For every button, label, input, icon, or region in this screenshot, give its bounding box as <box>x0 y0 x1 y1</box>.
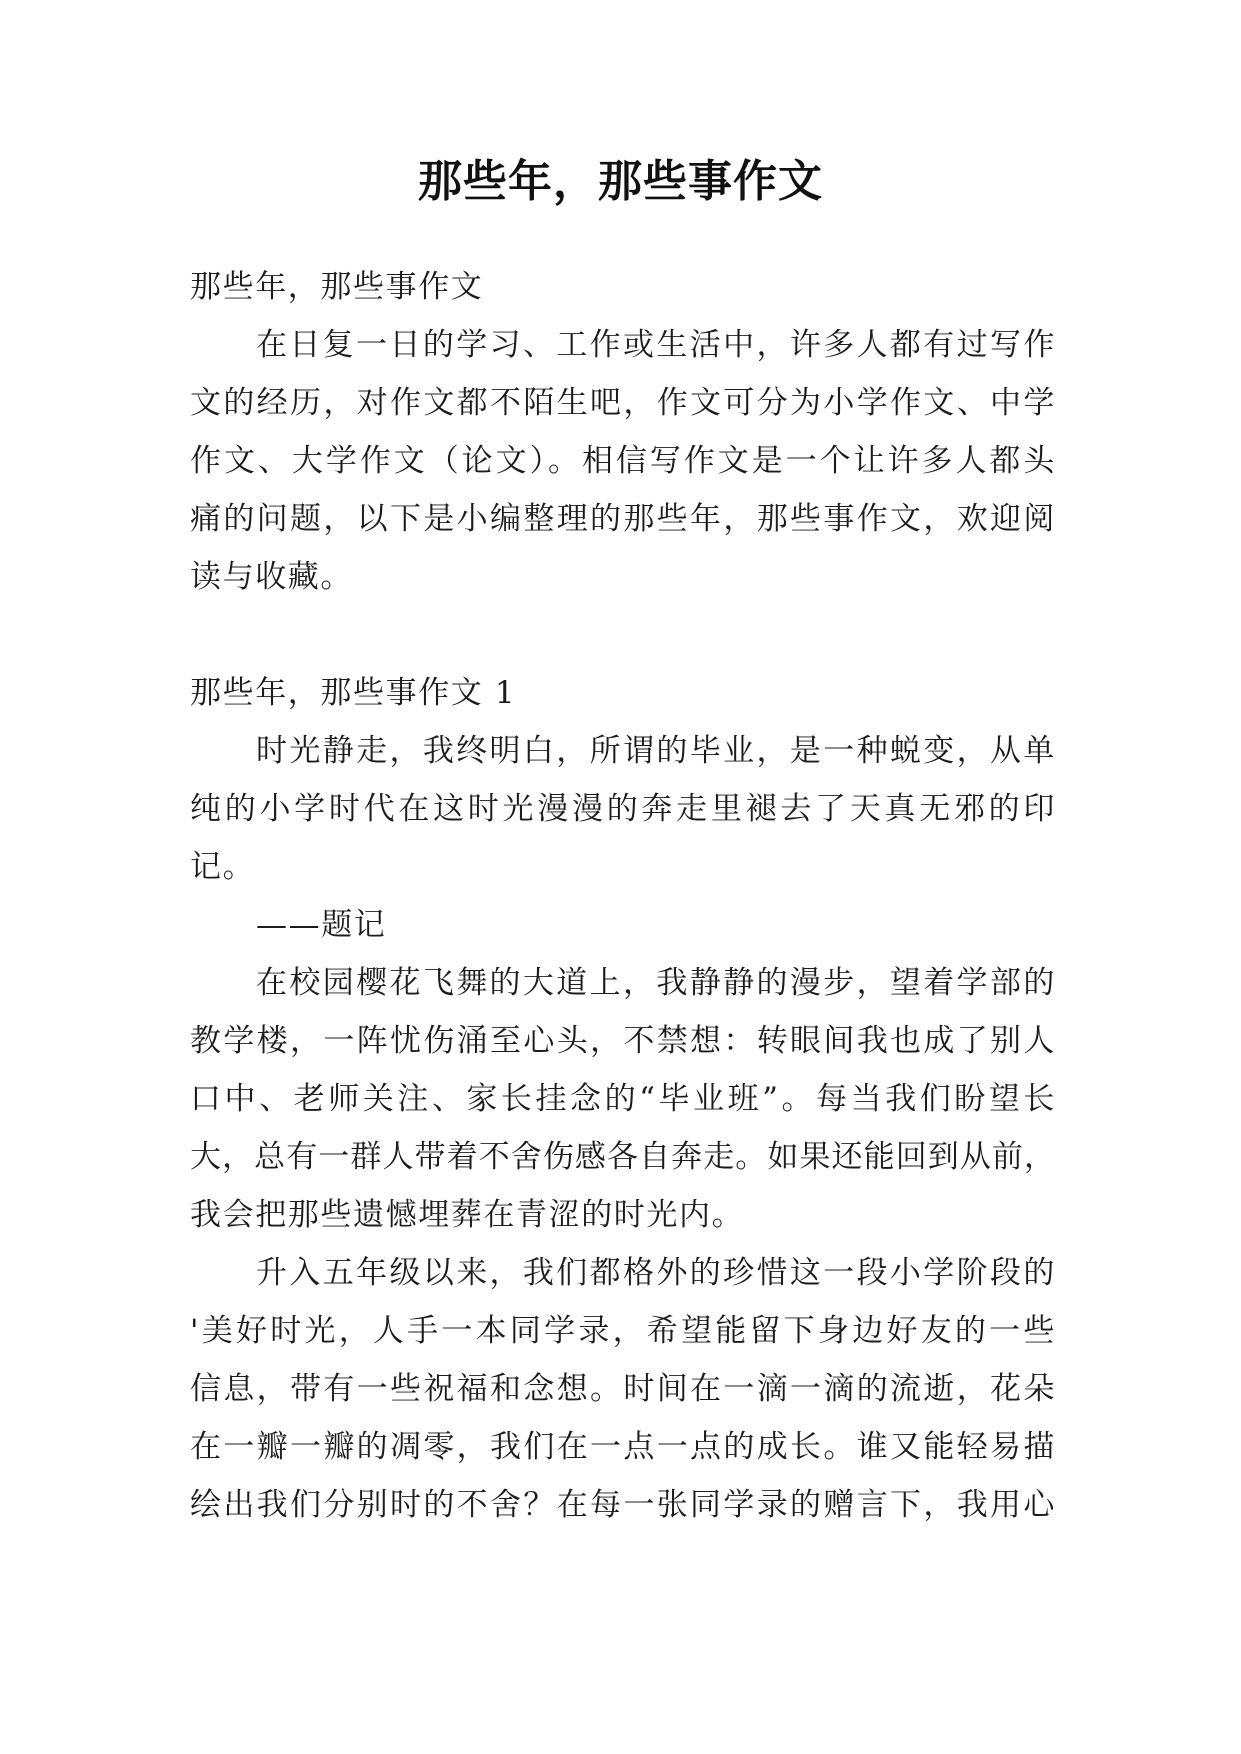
paragraph-line: 口中、老师关注、家长挂念的“毕业班”。每当我们盼望长 <box>190 1081 1056 1117</box>
paragraph-line: 在一瓣一瓣的凋零，我们在一点一点的成长。谁又能轻易描 <box>190 1429 1056 1465</box>
paragraph-line: 教学楼，一阵忧伤涌至心头，不禁想：转眼间我也成了别人 <box>190 1023 1056 1059</box>
paragraph-line: '美好时光，人手一本同学录，希望能留下身边好友的一些 <box>190 1313 1056 1349</box>
paragraph-gap <box>190 606 1056 664</box>
section-heading: 那些年，那些事作文 <box>190 269 484 305</box>
paragraph-line: 记。 <box>190 849 256 885</box>
section-heading: 那些年，那些事作文 1 <box>190 675 517 711</box>
document-title: 那些年，那些事作文 <box>418 156 823 207</box>
document-body <box>190 258 1056 1534</box>
paragraph-line: 大，总有一群人带着不舍伤感各自奔走。如果还能回到从前， <box>190 1139 1056 1175</box>
paragraph-line: 信息，带有一些祝福和念想。时间在一滴一滴的流逝，花朵 <box>190 1371 1056 1407</box>
paragraph-line: 在日复一日的学习、工作或生活中，许多人都有过写作 <box>256 327 1056 363</box>
paragraph-line: 作文、大学作文（论文）。相信写作文是一个让许多人都头 <box>190 443 1056 479</box>
paragraph-line: 在校园樱花飞舞的大道上，我静静的漫步，望着学部的 <box>256 965 1056 1001</box>
paragraph-line: 纯的小学时代在这时光漫漫的奔走里褪去了天真无邪的印 <box>190 791 1056 827</box>
paragraph-line: 痛的问题，以下是小编整理的那些年，那些事作文，欢迎阅 <box>190 501 1056 537</box>
paragraph-line: 升入五年级以来，我们都格外的珍惜这一段小学阶段的 <box>256 1255 1056 1291</box>
epigraph-attribution: ——题记 <box>256 907 387 943</box>
paragraph-line: 文的经历，对作文都不陌生吧，作文可分为小学作文、中学 <box>190 385 1056 421</box>
paragraph-line: 我会把那些遗憾埋葬在青涩的时光内。 <box>190 1197 745 1233</box>
paragraph-line: 读与收藏。 <box>190 559 353 595</box>
paragraph-line: 时光静走，我终明白，所谓的毕业，是一种蜕变，从单 <box>256 733 1056 769</box>
paragraph-line: 绘出我们分别时的不舍？在每一张同学录的赠言下，我用心 <box>190 1487 1056 1523</box>
